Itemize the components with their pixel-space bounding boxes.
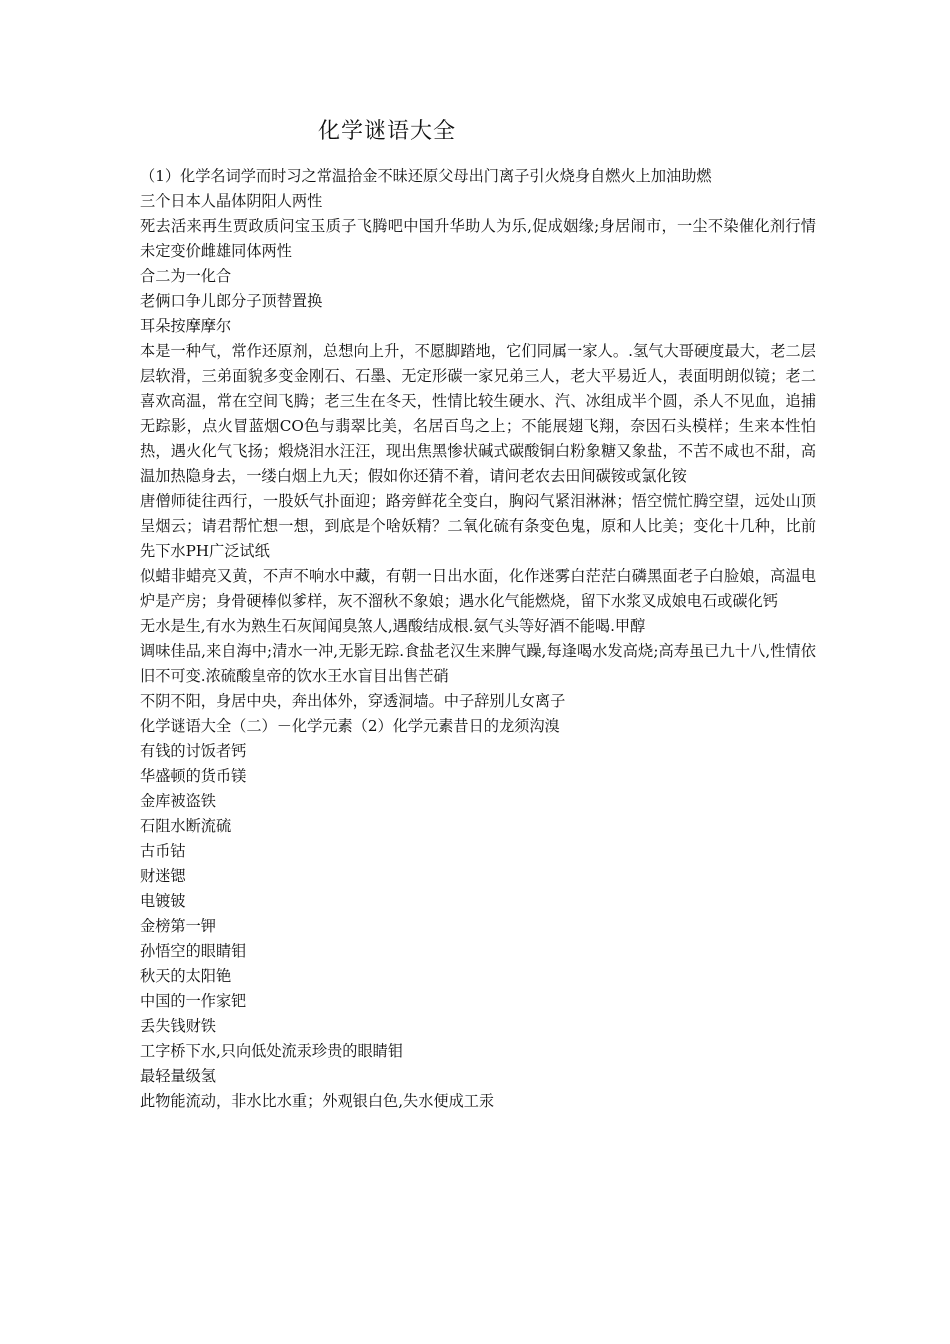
paragraph: 似蜡非蜡亮又黄，不声不响水中藏，有朝一日出水面，化作迷雾白茫茫白磷黑面老子白脸娘，高温电炉是产房；身骨硬棒似爹样，灰不溜秋不象娘；遇水化气能燃烧，留下水浆叉成娘电石或碳化钙 xyxy=(140,567,816,610)
paragraph: 中国的一作家钯 xyxy=(140,992,247,1010)
paragraph: （1）化学名词学而时习之常温拾金不昧还原父母出门离子引火烧身自燃火上加油助燃 xyxy=(140,167,712,185)
document-title: 化学谜语大全 xyxy=(318,119,457,144)
paragraph: 合二为一化合 xyxy=(140,267,232,285)
paragraph: 此物能流动，非水比水重；外观银白色,失水便成工汞 xyxy=(140,1092,495,1110)
paragraph: 工字桥下水,只向低处流汞珍贵的眼睛钼 xyxy=(140,1042,404,1060)
paragraph: 孙悟空的眼睛钼 xyxy=(140,942,247,960)
paragraph: 财迷锶 xyxy=(140,867,186,885)
paragraph: 电镀铍 xyxy=(140,892,186,910)
paragraph: 死去活来再生贾政质问宝玉质子飞腾吧中国升华助人为乐,促成姻缘;身居闹市，一尘不染催化剂行情未定变价雌雄同体两性 xyxy=(140,217,816,260)
paragraph: 化学谜语大全（二）－化学元素（2）化学元素昔日的龙须沟溴 xyxy=(140,717,560,735)
paragraph: 本是一种气，常作还原剂，总想向上升，不愿脚踏地，它们同属一家人。.氢气大哥硬度最大，老二层层软滑，三弟面貌多变金刚石、石墨、无定形碳一家兄弟三人，老大平易近人，表面明朗似镜；老二喜欢高温，常在空间飞腾；老三生在冬天，性情比较生硬水、汽、冰组成半个圆，杀人不见血，追捕无踪影，点火冒蓝烟CO色与翡翠比美，名居百鸟之上；不能展翅飞翔，奈因石头模样；生来本性怕热，遇火化气飞扬；煅烧泪水汪汪，现出焦黑惨状碱式碳酸铜白粉象糖又象盐，不苦不咸也不甜，高温加热隐身去，一缕白烟上九天；假如你还猜不着，请问老农去田间碳铵或氯化铵 xyxy=(140,342,816,485)
paragraph: 金榜第一钾 xyxy=(140,917,216,935)
paragraph: 最轻量级氢 xyxy=(140,1067,216,1085)
paragraph: 三个日本人晶体阴阳人两性 xyxy=(140,192,323,210)
paragraph: 金库被盗铁 xyxy=(140,792,216,810)
paragraph: 石阻水断流硫 xyxy=(140,817,232,835)
paragraph: 调味佳品,来自海中;清水一冲,无影无踪.食盐老汉生来脾气躁,每逢喝水发高烧;高寿虽已九十八,性情依旧不可变.浓硫酸皇帝的饮水王水盲目出售芒硝 xyxy=(140,642,816,685)
paragraph: 老俩口争儿郎分子顶替置换 xyxy=(140,292,323,310)
paragraph: 耳朵按摩摩尔 xyxy=(140,317,232,335)
paragraph: 华盛顿的货币镁 xyxy=(140,767,247,785)
paragraph: 秋天的太阳铯 xyxy=(140,967,232,985)
paragraph: 丢失钱财铁 xyxy=(140,1017,216,1035)
paragraph: 唐僧师徒往西行，一股妖气扑面迎；路旁鲜花全变白，胸闷气紧泪淋淋；悟空慌忙腾空望，远处山顶呈烟云；请君帮忙想一想，到底是个啥妖精？二氧化硫有条变色鬼，原和人比美；变化十几种，比前先下水PH广泛试纸 xyxy=(140,492,816,560)
paragraph: 不阴不阳，身居中央，奔出体外，穿透洞墙。中子辞别儿女离子 xyxy=(140,692,566,710)
paragraph: 有钱的讨饭者钙 xyxy=(140,742,247,760)
paragraph: 无水是生,有水为熟生石灰闻闻臭煞人,遇酸结成根.氨气头等好酒不能喝.甲醇 xyxy=(140,617,646,635)
paragraph: 古币钴 xyxy=(140,842,186,860)
document-body xyxy=(140,164,816,1114)
